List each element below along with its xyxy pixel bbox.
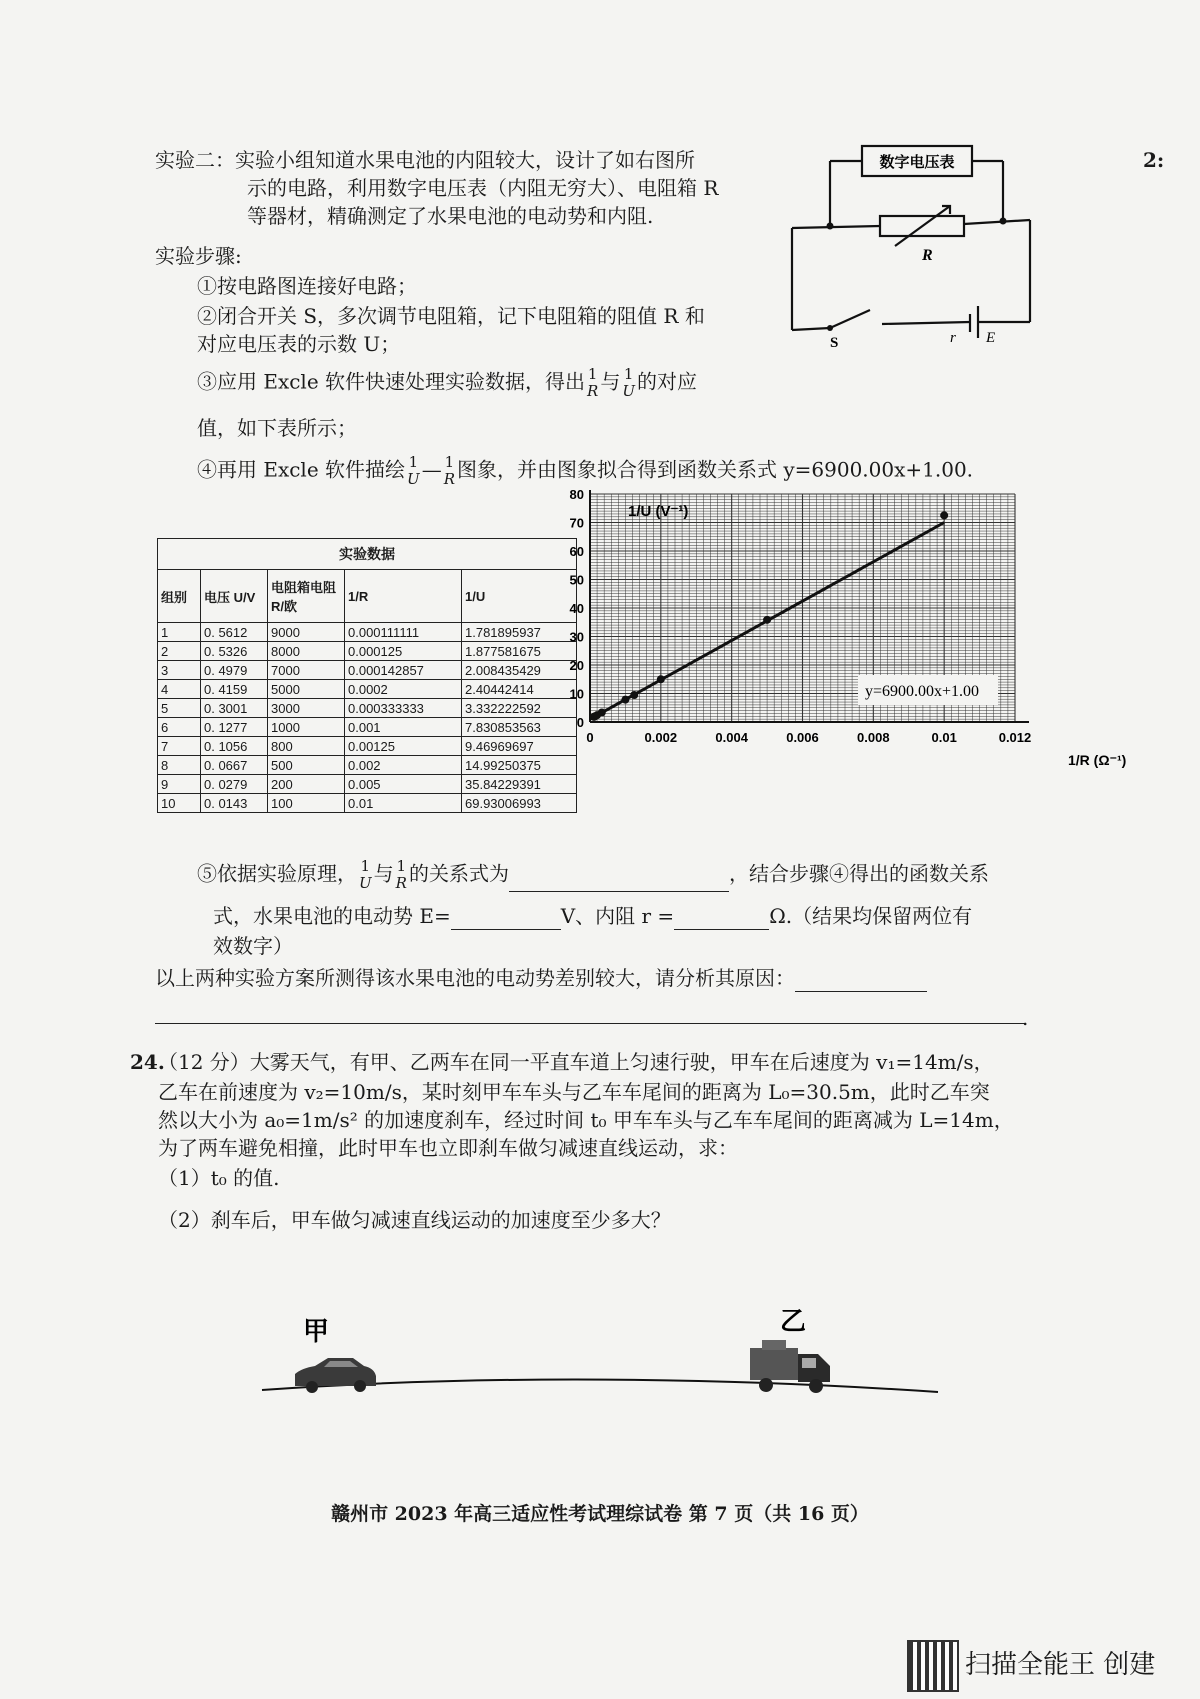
table-cell: 800 (268, 737, 345, 756)
table-row (158, 756, 577, 775)
table-cell: 8000 (268, 642, 345, 661)
table-cell: 10 (158, 794, 201, 813)
question-24-part1: （1）t₀ 的值. (158, 1166, 280, 1190)
table-header-row (158, 570, 577, 623)
car-a-label: 甲 (303, 1317, 330, 1347)
car-b-label: 乙 (780, 1307, 807, 1337)
fraction-1-over-U: 1 U (407, 453, 420, 488)
table-cell: 3 (158, 661, 201, 680)
fit-equation-label: y=6900.00x+1.00 (865, 683, 980, 700)
table-cell: 0.0002 (345, 680, 462, 699)
y-tick-label: 10 (569, 686, 584, 702)
voltmeter-label: 数字电压表 (879, 154, 955, 171)
x-tick-label: 0 (586, 730, 594, 745)
table-row (158, 718, 577, 737)
table-cell: 5000 (268, 680, 345, 699)
qr-code-icon (907, 1640, 959, 1692)
emf-label: E (986, 330, 996, 346)
table-cell: 200 (268, 775, 345, 794)
internal-resistance-label: r (950, 330, 956, 346)
table-cell: 0. 0667 (201, 756, 268, 775)
step-2-line2: 对应电压表的示数 U； (197, 332, 401, 356)
fraction-1-over-U: 1 U (622, 365, 635, 400)
table-cell: 0. 1277 (201, 718, 268, 737)
y-tick-label: 60 (569, 544, 584, 559)
table-cell: 7.830853563 (462, 718, 577, 737)
exp2-intro-line1: 实验二：实验小组知道水果电池的内阻较大，设计了如右图所 (155, 148, 695, 172)
question-24-line4: 为了两车避免相撞，此时甲车也立即刹车做匀减速直线运动，求： (158, 1136, 738, 1160)
y-tick-label: 80 (569, 487, 584, 502)
fraction-1-over-U: 1 U (359, 857, 372, 892)
scanner-watermark: 扫描全能王 创建 (965, 1650, 1156, 1680)
relation-answer-blank[interactable] (509, 869, 729, 892)
step-5-line3: 效数字） (213, 934, 293, 958)
data-point (598, 709, 606, 717)
experiment-data-table (157, 538, 577, 813)
table-cell: 0. 4979 (201, 661, 268, 680)
y-tick-label: 50 (569, 572, 584, 588)
table-row (158, 623, 577, 642)
table-cell: 0. 3001 (201, 699, 268, 718)
table-cell: 500 (268, 756, 345, 775)
step-4: ④再用 Excle 软件描绘 1 U — 1 R 图象，并由图象拟合得到函数关系式 y=6900.00x+1.00. (197, 453, 974, 488)
table-row (158, 737, 577, 756)
data-point (940, 511, 948, 519)
circuit-diagram (780, 138, 1040, 351)
table-cell: 0.000125 (345, 642, 462, 661)
x-axis-label: 1/R (Ω⁻¹) (1068, 752, 1127, 768)
y-tick-label: 70 (569, 515, 584, 531)
table-cell: 6 (158, 718, 201, 737)
table-header-cell: 电压 U/V (201, 570, 268, 623)
emf-answer-blank[interactable] (451, 907, 561, 930)
table-cell: 0. 0279 (201, 775, 268, 794)
x-tick-label: 0.006 (786, 730, 819, 745)
table-header-cell: 电阻箱电阻R/欧 (268, 570, 345, 623)
data-point (763, 616, 771, 624)
table-header-cell: 1/U (462, 570, 577, 623)
fraction-1-over-R: 1 R (587, 365, 599, 400)
table-cell: 3.332222592 (462, 699, 577, 718)
x-tick-label: 0.01 (931, 730, 957, 745)
table-row (158, 680, 577, 699)
step-5-line2: 式，水果电池的电动势 E= V、内阻 r = Ω.（结果均保留两位有 (213, 904, 973, 928)
step-2-line1: ②闭合开关 S，多次调节电阻箱，记下电阻箱的阻值 R 和 (197, 304, 705, 328)
exp2-intro-line3: 等器材，精确测定了水果电池的电动势和内阻. (247, 204, 654, 228)
cars-illustration (250, 1300, 950, 1420)
compare-answer-blank-1[interactable] (795, 969, 927, 992)
y-tick-label: 40 (569, 601, 584, 616)
table-cell: 1.781895937 (462, 623, 577, 642)
x-tick-label: 0.008 (857, 730, 890, 745)
table-cell: 0.000333333 (345, 699, 462, 718)
table-cell: 1000 (268, 718, 345, 737)
question-24-line3: 然以大小为 a₀=1m/s² 的加速度刹车，经过时间 t₀ 甲车车头与乙车车尾间的距离减为 L=14m， (158, 1108, 1014, 1132)
table-cell: 9.46969697 (462, 737, 577, 756)
resistance-answer-blank[interactable] (674, 907, 769, 930)
table-cell: 35.84229391 (462, 775, 577, 794)
table-cell: 7000 (268, 661, 345, 680)
y-tick-label: 30 (569, 629, 584, 645)
table-cell: 0. 4159 (201, 680, 268, 699)
question-24-number: 24. (130, 1050, 165, 1074)
table-cell: 3000 (268, 699, 345, 718)
table-cell: 2.008435429 (462, 661, 577, 680)
period-mark: . (1022, 1006, 1029, 1030)
compare-question: 以上两种实验方案所测得该水果电池的电动势差别较大，请分析其原因： (155, 964, 927, 992)
table-cell: 14.99250375 (462, 756, 577, 775)
question-24-part2: （2）刹车后，甲车做匀减速直线运动的加速度至少多大？ (158, 1208, 671, 1232)
step-3-line1: ③应用 Excle 软件快速处理实验数据，得出 1 R 与 1 U 的对应 (197, 365, 697, 400)
table-header-cell: 1/R (345, 570, 462, 623)
table-row (158, 699, 577, 718)
table-cell: 2.40442414 (462, 680, 577, 699)
fraction-1-over-R: 1 R (443, 453, 455, 488)
car-a-icon (295, 1358, 376, 1393)
page-footer: 赣州市 2023 年高三适应性考试理综试卷 第 7 页（共 16 页） (331, 1503, 869, 1525)
y-tick-label: 20 (569, 658, 584, 673)
x-tick-label: 0.012 (998, 730, 1032, 745)
table-cell: 5 (158, 699, 201, 718)
inverse-u-vs-inverse-r-chart (569, 487, 1140, 830)
y-tick-label: 0 (576, 715, 584, 730)
table-header-cell: 组别 (158, 570, 201, 623)
table-cell: 7 (158, 737, 201, 756)
table-cell: 8 (158, 756, 201, 775)
table-row (158, 775, 577, 794)
question-24-line2: 乙车在前速度为 v₂=10m/s，某时刻甲车车头与乙车车尾间的距离为 L₀=30.5m，此时乙车突 (158, 1080, 990, 1104)
table-cell: 1.877581675 (462, 642, 577, 661)
table-row (158, 661, 577, 680)
steps-title: 实验步骤: (155, 244, 242, 268)
compare-answer-blank-2[interactable] (155, 1022, 1025, 1024)
page-corner-mark: 2: (1143, 148, 1165, 172)
exp2-intro-line2: 示的电路，利用数字电压表（内阻无穷大）、电阻箱 R (247, 176, 719, 200)
table-cell: 1 (158, 623, 201, 642)
table-cell: 0. 5612 (201, 623, 268, 642)
step-5-line1: ⑤依据实验原理， 1 U 与 1 R 的关系式为 ，结合步骤④得出的函数关系 (197, 857, 989, 892)
resistor-label: R (922, 247, 933, 264)
table-cell: 4 (158, 680, 201, 699)
truck-b-icon (750, 1340, 830, 1393)
table-caption: 实验数据 (158, 539, 577, 570)
table-cell: 9 (158, 775, 201, 794)
table-cell: 0.005 (345, 775, 462, 794)
table-cell: 0.01 (345, 794, 462, 813)
step-3-line2: 值，如下表所示； (197, 416, 357, 440)
table-cell: 100 (268, 794, 345, 813)
fraction-1-over-R: 1 R (395, 857, 407, 892)
table-row (158, 794, 577, 813)
data-point (657, 675, 665, 683)
table-cell: 0.002 (345, 756, 462, 775)
table-cell: 0.001 (345, 718, 462, 737)
table-row (158, 642, 577, 661)
data-point (630, 691, 638, 699)
table-cell: 0.000111111 (345, 623, 462, 642)
step-1: ①按电路图连接好电路； (197, 274, 417, 298)
y-axis-label: 1/U (V⁻¹) (628, 503, 689, 520)
data-point (621, 696, 629, 704)
table-cell: 0.00125 (345, 737, 462, 756)
switch-label: S (830, 335, 839, 351)
table-cell: 69.93006993 (462, 794, 577, 813)
table-cell: 0. 0143 (201, 794, 268, 813)
x-tick-label: 0.002 (644, 730, 678, 745)
table-cell: 0.000142857 (345, 661, 462, 680)
x-tick-label: 0.004 (715, 730, 748, 745)
question-24-line1: （12 分）大雾天气，有甲、乙两车在同一平直车道上匀速行驶，甲车在后速度为 v₁=14m/s， (158, 1050, 994, 1074)
table-cell: 9000 (268, 623, 345, 642)
table-cell: 0. 1056 (201, 737, 268, 756)
table-cell: 2 (158, 642, 201, 661)
table-cell: 0. 5326 (201, 642, 268, 661)
